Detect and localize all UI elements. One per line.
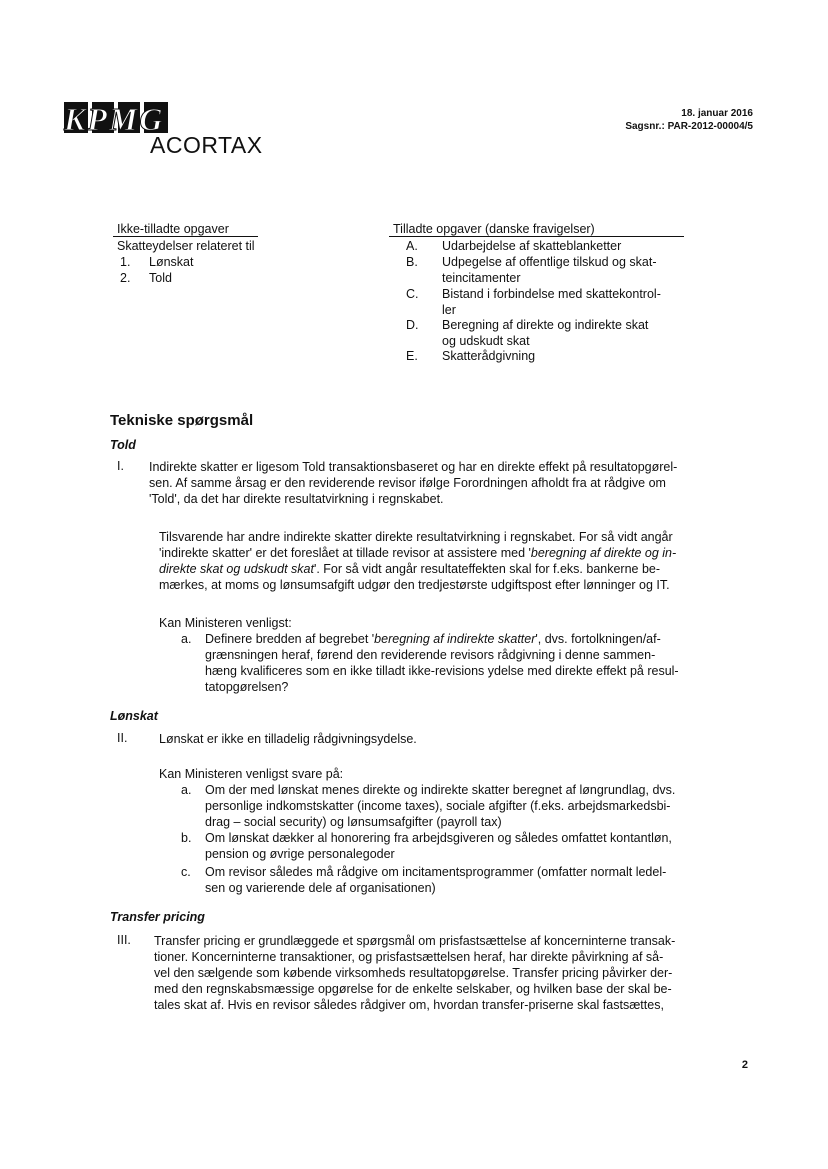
- paragraph-line: sen og varierende dele af organisationen): [205, 881, 436, 895]
- list-letter: a.: [181, 783, 192, 797]
- paragraph-line: personlige indkomstskatter (income taxes), sociale afgifter (f.eks. arbejdsmarkedsbi-: [205, 799, 671, 813]
- roman-numeral: I.: [117, 459, 124, 473]
- heading-told: Told: [110, 438, 136, 452]
- table-left-row: Told: [149, 271, 172, 285]
- logo-acortax: ACORTAX: [150, 132, 263, 158]
- paragraph-line: Indirekte skatter er ligesom Told transaktionsbaseret og har en direkte effekt på resultatopgørel-: [149, 460, 678, 474]
- paragraph-line: Kan Ministeren venligst:: [159, 616, 292, 630]
- paragraph-line: tatopgørelsen?: [205, 680, 289, 694]
- logo-kpmg: KPMG: [64, 101, 165, 137]
- paragraph-line: Lønskat er ikke en tilladelig rådgivningsydelse.: [159, 732, 417, 746]
- heading-transfer-pricing: Transfer pricing: [110, 910, 205, 924]
- table-right-item: Beregning af direkte og indirekte skat: [442, 318, 649, 332]
- table-right-letter: E.: [406, 349, 418, 363]
- table-right-item: ler: [442, 303, 456, 317]
- heading-lonskat: Lønskat: [110, 709, 158, 723]
- table-right-letter: A.: [406, 239, 418, 253]
- paragraph-line: sen. Af samme årsag er den reviderende revisor ifølge Forordningen afholdt fra at rådgive om: [149, 476, 666, 490]
- roman-numeral: III.: [117, 933, 131, 947]
- table-right-item: Skatterådgivning: [442, 349, 536, 363]
- paragraph-line: med den regnskabsmæssige opgørelse for de enkelte selskaber, og hvilken base der skal be-: [154, 982, 672, 996]
- table-left-num: 1.: [120, 255, 131, 269]
- table-header-right: Tilladte opgaver (danske fravigelser): [393, 222, 595, 236]
- list-letter: c.: [181, 865, 191, 879]
- table-left-row: Skatteydelser relateret til: [117, 239, 255, 253]
- table-right-letter: C.: [406, 287, 419, 301]
- table-header-left: Ikke-tilladte opgaver: [117, 222, 229, 236]
- table-right-item: Bistand i forbindelse med skattekontrol-: [442, 287, 661, 301]
- paragraph-line: 'Told', da det har direkte resultatvirkning i regnskabet.: [149, 492, 444, 506]
- paragraph-line: Om lønskat dækker al honorering fra arbejdsgiveren og således omfattet kontantløn,: [205, 831, 672, 845]
- paragraph-line: tioner. Koncerninterne transaktioner, og prisfastsættelsen heraf, har direkte påvirkning af så-: [154, 950, 664, 964]
- list-letter: a.: [181, 632, 192, 646]
- table-right-letter: B.: [406, 255, 418, 269]
- paragraph-line: vel den sælgende som købende virksomheds resultatopgørelse. Transfer pricing påvirker der-: [154, 966, 673, 980]
- paragraph-line: direkte skat og udskudt skat'. For så vidt angår resultateffekten skal for f.eks. bankerne be-: [159, 562, 661, 576]
- document-header-meta: [625, 107, 753, 133]
- paragraph-line: 'indirekte skatter' er det foreslået at tillade revisor at assistere med 'beregning af direkte og in-: [159, 546, 677, 560]
- paragraph-line: pension og øvrige personalegoder: [205, 847, 395, 861]
- table-right-item: Udpegelse af offentlige tilskud og skat-: [442, 255, 657, 269]
- paragraph-line: Definere bredden af begrebet 'beregning af indirekte skatter', dvs. fortolkningen/af-: [205, 632, 661, 646]
- paragraph-line: grænsningen heraf, førend den reviderende revisors rådgivning i denne sammen-: [205, 648, 656, 662]
- table-right-item: og udskudt skat: [442, 334, 530, 348]
- table-left-num: 2.: [120, 271, 131, 285]
- paragraph-line: Om revisor således må rådgive om incitamentsprogrammer (omfatter normalt ledel-: [205, 865, 667, 879]
- paragraph-line: drag – social security) og lønsumsafgifter (payroll tax): [205, 815, 502, 829]
- paragraph-line: hæng kvalificeres som en ikke tilladt ikke-revisions ydelse med direkte effekt på resul-: [205, 664, 679, 678]
- paragraph-line: Om der med lønskat menes direkte og indirekte skatter beregnet af løngrundlag, dvs.: [205, 783, 676, 797]
- paragraph-line: Transfer pricing er grundlæggede et spørgsmål om prisfastsættelse af koncerninterne transak-: [154, 934, 676, 948]
- list-letter: b.: [181, 831, 192, 845]
- case-number: Sagsnr.: PAR-2012-00004/5: [625, 121, 753, 132]
- kpmg-acortax-logo: [64, 102, 274, 162]
- table-right-item: Udarbejdelse af skatteblanketter: [442, 239, 622, 253]
- roman-numeral: II.: [117, 731, 128, 745]
- paragraph-line: Kan Ministeren venligst svare på:: [159, 767, 344, 781]
- table-left-row: Lønskat: [149, 255, 194, 269]
- paragraph-line: tales skat af. Hvis en revisor således rådgiver om, hvordan transfer-priserne skal fastsættes,: [154, 998, 664, 1012]
- paragraph-line: Tilsvarende har andre indirekte skatter direkte resultatvirkning i regnskabet. For så vidt angår: [159, 530, 673, 544]
- document-date: 18. januar 2016: [681, 108, 753, 119]
- paragraph-line: mærkes, at moms og lønsumsafgift udgør den tredjestørste udgiftspost efter lønninger og IT.: [159, 578, 670, 592]
- table-right-letter: D.: [406, 318, 419, 332]
- section-title: Tekniske spørgsmål: [110, 412, 254, 429]
- page-number: 2: [741, 1059, 748, 1071]
- table-right-item: teincitamenter: [442, 271, 521, 285]
